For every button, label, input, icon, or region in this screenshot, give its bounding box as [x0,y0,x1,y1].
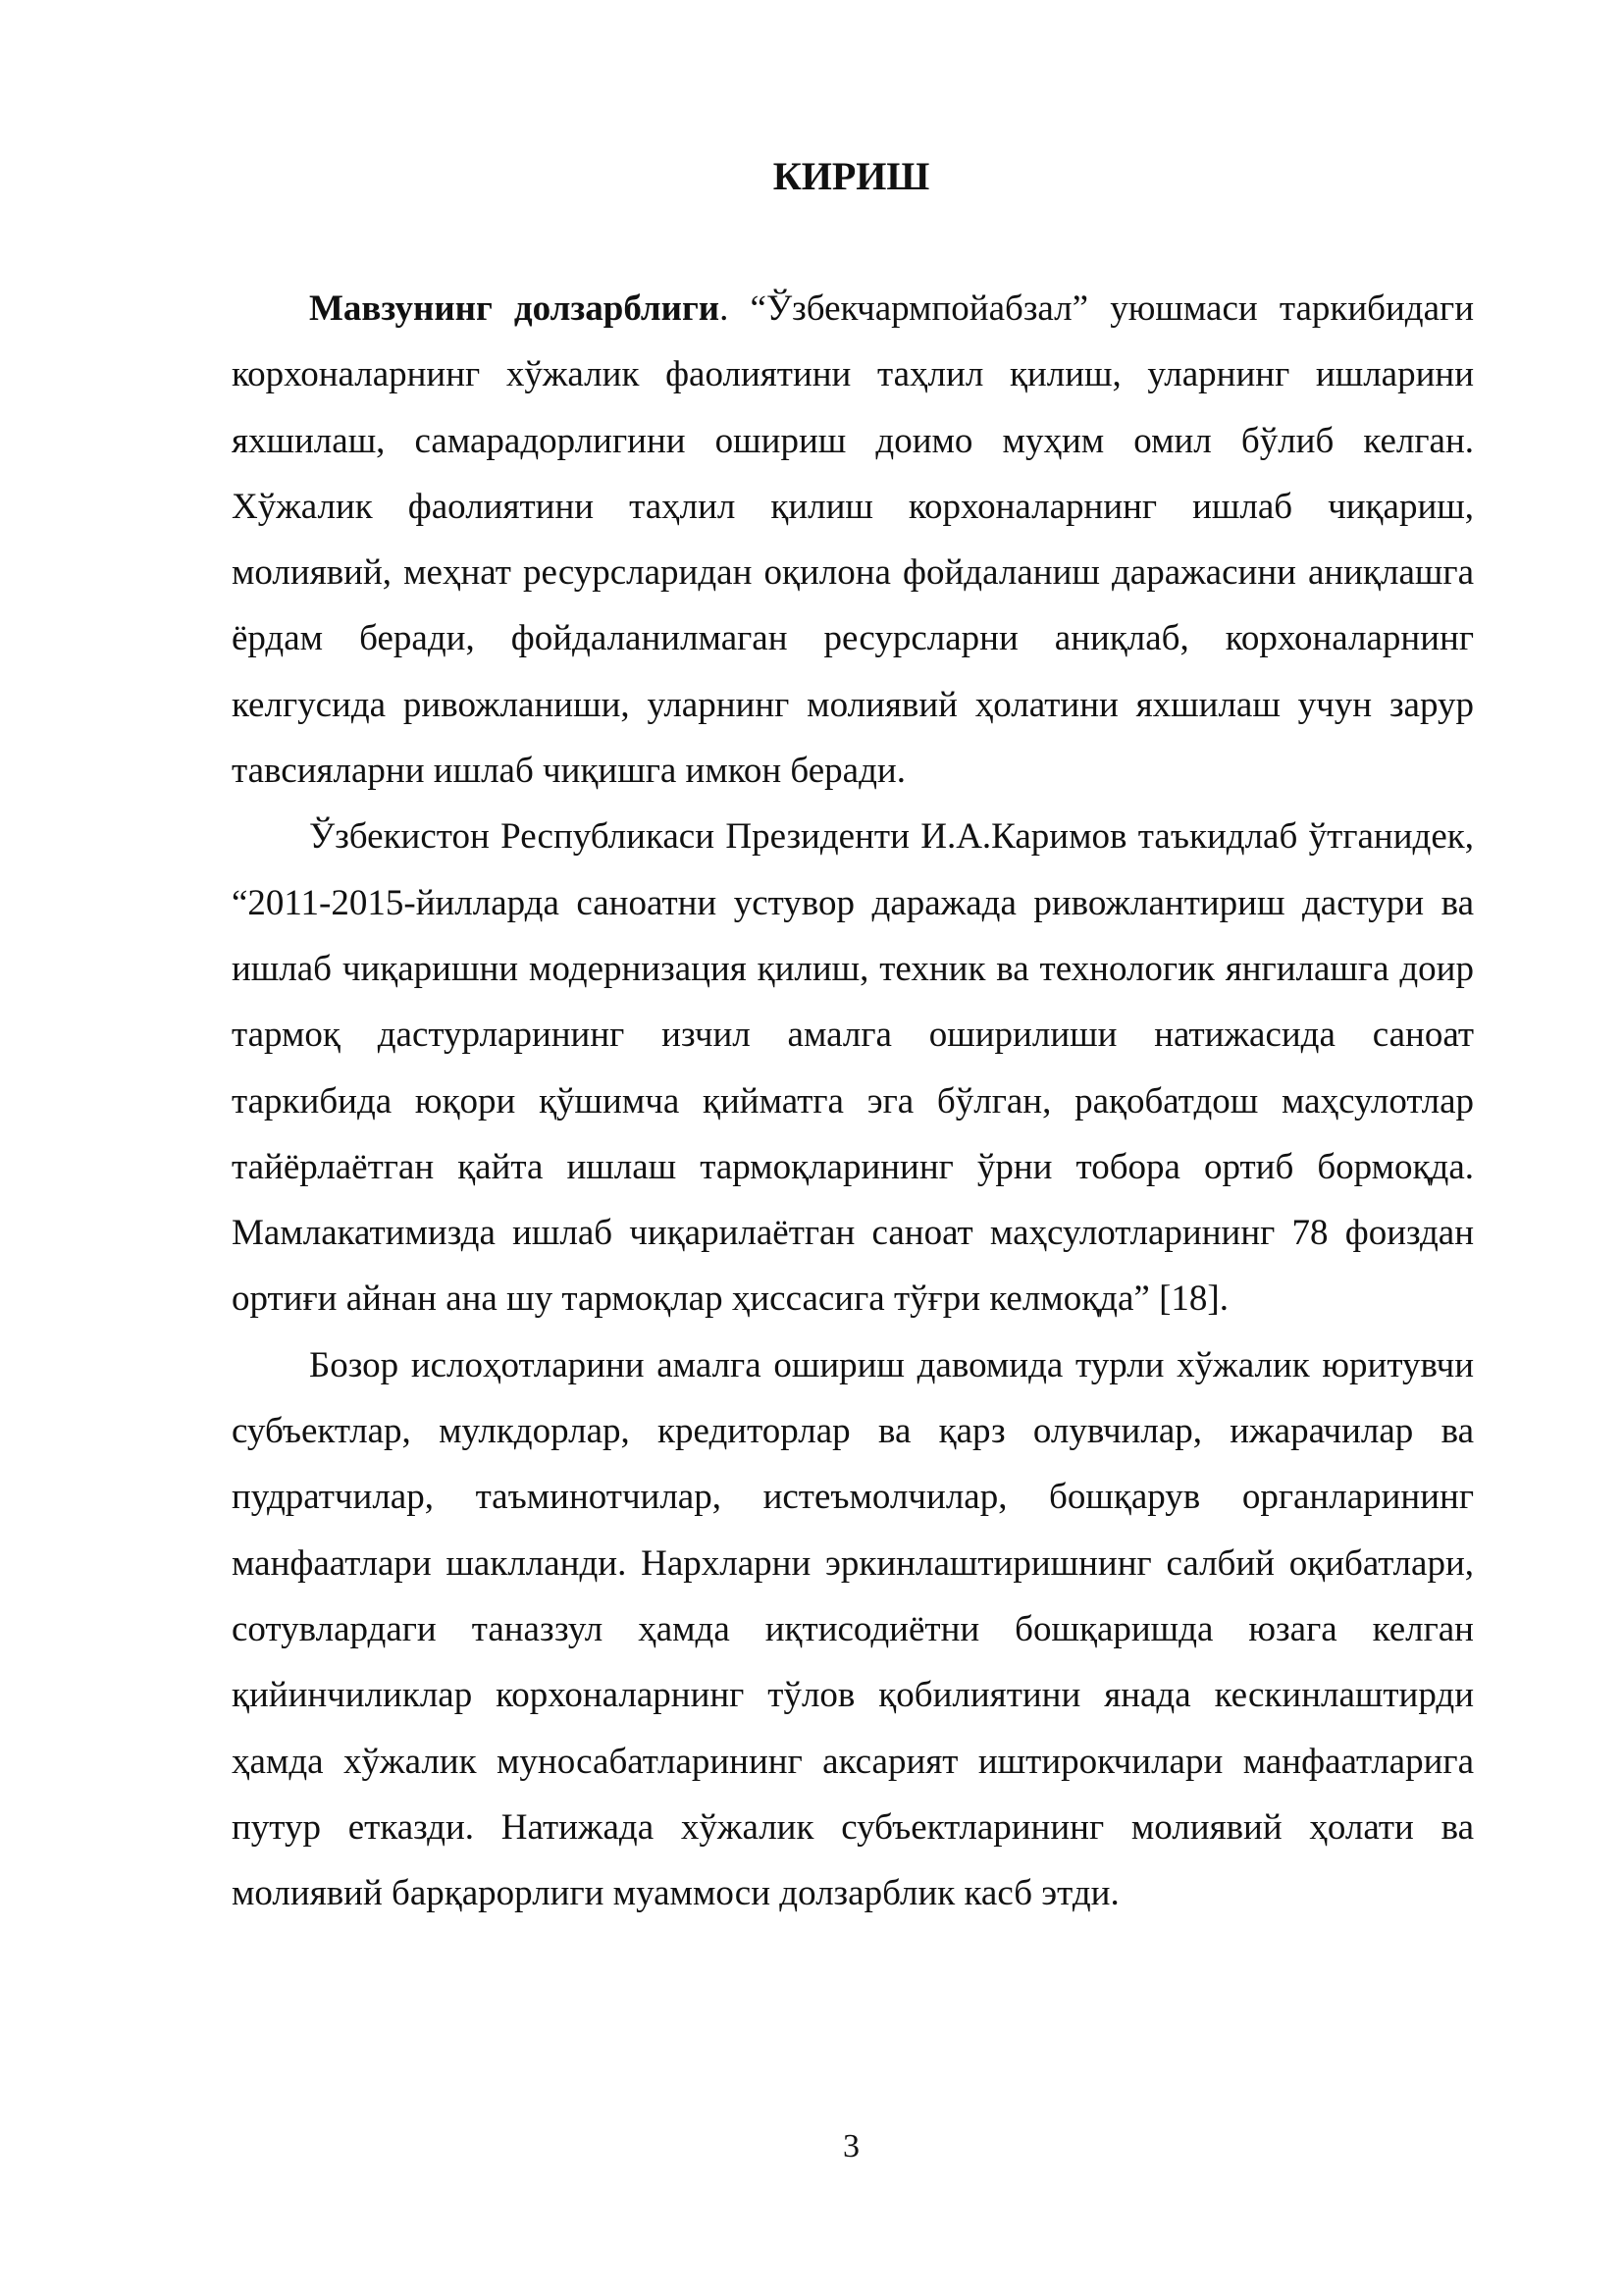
paragraph-market-reforms [232,1332,1474,1927]
paragraph-text: . “Ўзбекчармпойабзал” уюшмаси таркибидаги корхоналарнинг хўжалик фаолиятини таҳлил қилиш, уларнинг ишларини яхшилаш, самарадорлигини ошириш доимо муҳим омил бўлиб келган. Хўжалик фаолиятини таҳлил қилиш корхоналарнинг ишлаб чиқариш, молиявий, меҳнат ресурсларидан оқилона фойдаланиш даражасини аниқлашга ёрдам беради, фойдаланилмаган ресурсларни аниқлаб, корхоналарнинг келгусида ривожланиши, уларнинг молиявий ҳолатини яхшилаш учун зарур тавсияларни ишлаб чиқишга имкон беради. [232,288,1475,792]
page-number: 3 [843,2128,860,2165]
page-heading: КИРИШ [772,154,930,198]
body-text [232,276,1474,1926]
paragraph-relevance [232,276,1474,804]
paragraph-text: Ўзбекистон Республикаси Президенти И.А.Каримов таъкидлаб ўтганидек, “2011-2015-йилларда саноатни устувор даражада ривожлантириш дастури ва ишлаб чиқаришни модернизация қилиш, техник ва технологик янгилашга доир тармоқ дастурларининг изчил амалга оширилиши натижасида саноат таркибида юқори қўшимча қийматга эга бўлган, рақобатдош маҳсулотлар тайёрлаётган қайта ишлаш тармоқларининг ўрни тобора ортиб бормоқда. Мамлакатимизда ишлаб чиқарилаётган саноат маҳсулотларининг 78 фоиздан ортиғи айнан ана шу тармоқлар ҳиссасига тўғри келмоқда” [18]. [232,816,1474,1320]
paragraph-text: Бозор ислоҳотларини амалга ошириш давомида турли хўжалик юритувчи субъектлар, мулкдорлар, кредиторлар ва қарз олувчилар, ижарачилар ва пудратчилар, таъминотчилар, истеъмолчилар, бошқарув органларининг манфаатлари шаклланди. Нархларни эркинлаштиришнинг салбий оқибатлари, сотувлардаги таназзул ҳамда иқтисодиётни бошқаришда юзага келган қийинчиликлар корхоналарнинг тўлов қобилиятини янада кескинлаштирди ҳамда хўжалик муносабатларининг аксарият иштирокчилари манфаатларига путур етказди. Натижада хўжалик субъектларининг молиявий ҳолати ва молиявий барқарорлиги муаммоси долзарблик касб этди. [232,1344,1474,1914]
paragraph-president-quote [232,804,1474,1331]
paragraph-lead-bold: Мавзунинг долзарблиги [309,288,720,329]
